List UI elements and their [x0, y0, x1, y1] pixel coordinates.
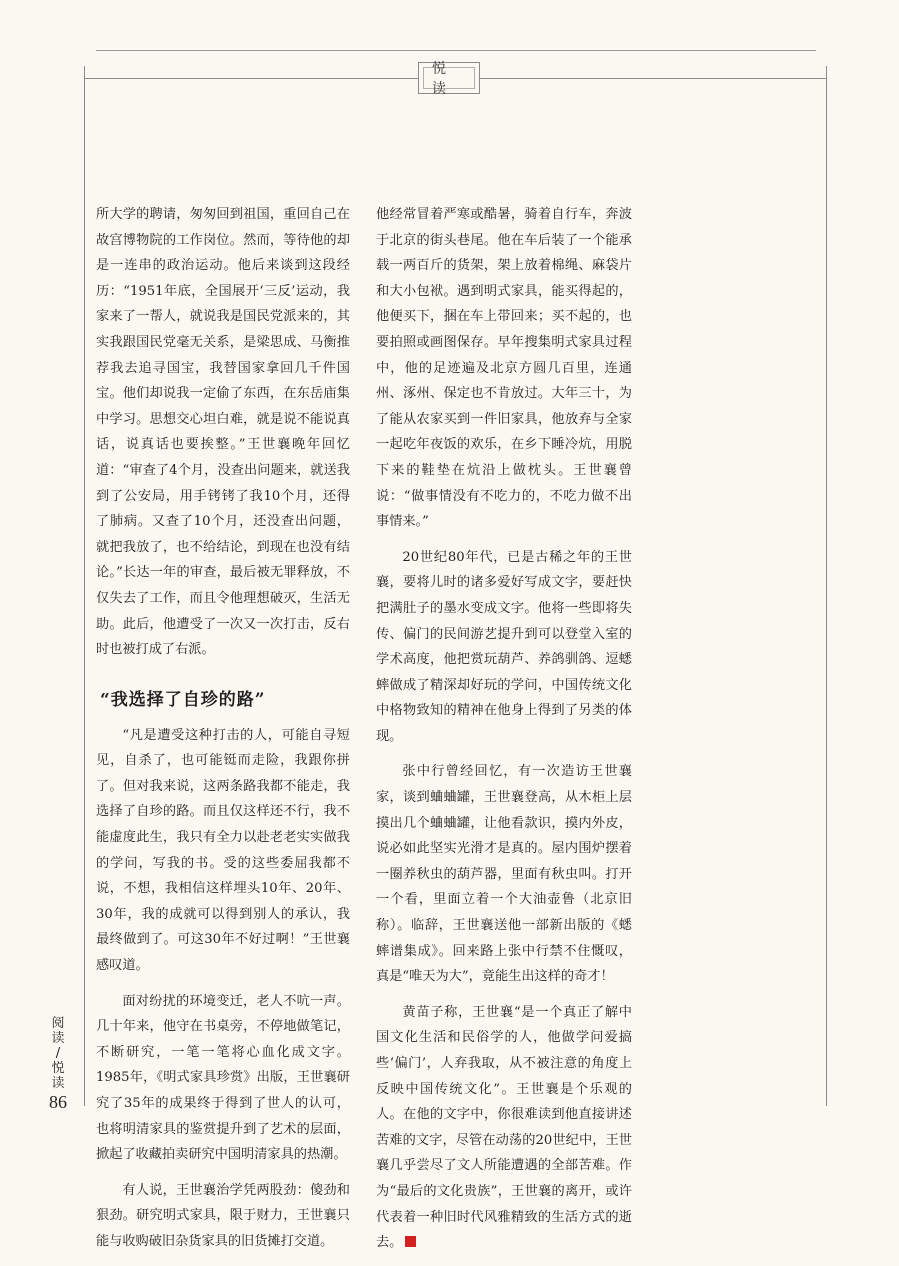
page-folio	[38, 1016, 78, 1110]
paragraph: 面对纷扰的环境变迁，老人不吭一声。几十年来，他守在书桌旁，不停地做笔记，不断研究，一笔一笔将心血化成文字。1985年，《明式家具珍赏》出版，王世襄研究了35年的成果终于得到了世人的认可，也将明清家具的鉴赏提升到了艺术的层面，掀起了收藏拍卖研究中国明清家具的热潮。	[96, 993, 350, 1163]
magazine-name-char: 读	[51, 1076, 65, 1091]
header-rule-right	[480, 78, 826, 79]
paragraph: 他经常冒着严寒或酷暑，骑着自行车，奔波于北京的街头巷尾。他在车后装了一个能承载一两百斤的货架，架上放着棉绳、麻袋片和大小包袱。遇到明式家具，能买得起的，他便买下，捆在车上带回来；买不起的，也要拍照或画图保存。早年搜集明式家具过程中，他的足迹遍及北京方圆几百里，连通州、涿州、保定也不肯放过。大年三十，为了能从农家买到一件旧家具，他放弃与全家一起吃年夜饭的欢乐，在乡下睡冷炕，用脱下来的鞋垫在炕沿上做枕头。王世襄曾说：“做事情没有不吃力的，不吃力做不出事情来。”	[376, 207, 632, 530]
left-column	[96, 202, 350, 1265]
section-heading: “我选择了自珍的路”	[100, 689, 266, 710]
section-seal	[418, 61, 480, 97]
paragraph	[376, 1000, 632, 1256]
magazine-name-char: 阅	[51, 1016, 65, 1031]
right-column	[376, 202, 632, 1266]
paragraph-text: 黄苗子称，王世襄“是一个真正了解中国文化生活和民俗学的人，他做学问爱搞些‘偏门’，人弃我取，从不被注意的角度上反映中国传统文化”。王世襄是个乐观的人。在他的文字中，你很难读到他直接讲述苦难的文字，尽管在动荡的20世纪中，王世襄几乎尝尽了文人所能遭遇的全部苦难。作为“最后的文化贵族”，王世襄的离开，或许代表着一种旧时代风雅精致的生活方式的逝去。	[376, 1004, 632, 1251]
magazine-name-char: 悦	[51, 1061, 65, 1076]
magazine-name-slash: /	[55, 1046, 61, 1061]
top-rule	[96, 50, 816, 51]
paragraph: 所大学的聘请，匆匆回到祖国，重回自己在故宫博物院的工作岗位。然而，等待他的却是一连串的政治运动。他后来谈到这段经历：“1951年底，全国展开‘三反’运动，我家来了一帮人，就说我是国民党派来的，其实我跟国民党毫无关系，是梁思成、马衡推荐我去追寻国宝，我替国家拿回几千件国宝。他们却说我一定偷了东西，在东岳庙集中学习。思想交心坦白难，就是说不能说真话，说真话也要挨整。”王世襄晚年回忆道：“审查了4个月，没查出问题来，就送我到了公安局，用手铐铐了我10个月，还得了肺病。又查了10个月，还没查出问题，就把我放了，也不给结论，到现在也没有结论。”长达一年的审查，最后被无罪释放，不仅失去了工作，而且令他理想破灭，生活无助。此后，他遭受了一次又一次打击，反右时也被打成了右派。	[96, 207, 350, 658]
left-margin-rule	[84, 66, 85, 1106]
paragraph: 20世纪80年代，已是古稀之年的王世襄，要将儿时的诸多爱好写成文字，要赶快把满肚子的墨水变成文字。他将一些即将失传、偏门的民间游艺提升到可以登堂入室的学术高度，他把赏玩葫芦、养鸽驯鸽、逗蟋蟀做成了精深却好玩的学问，中国传统文化中格物致知的精神在他身上得到了另类的体现。	[376, 549, 632, 744]
header-rule-left	[84, 78, 418, 79]
section-label: 悦 读	[423, 67, 475, 89]
magazine-name-char: 读	[51, 1031, 65, 1046]
paragraph: 张中行曾经回忆，有一次造访王世襄家，谈到蛐蛐罐，王世襄登高，从木柜上层摸出几个蛐蛐罐，让他看款识，摸内外皮，说必如此坚实光滑才是真的。屋内围炉摆着一圈养秋虫的葫芦器，里面有秋虫叫。打开一个看，里面立着一个大油壶鲁（北京旧称）。临辞，王世襄送他一部新出版的《蟋蟀谱集成》。回来路上张中行禁不住慨叹，真是“唯天为大”，竟能生出这样的奇才！	[376, 764, 632, 985]
page-number: 86	[49, 1092, 67, 1112]
right-margin-rule	[826, 66, 827, 1106]
paragraph: “凡是遭受这种打击的人，可能自寻短见，自杀了，也可能铤而走险，我跟你拼了。但对我来说，这两条路我都不能走，我选择了自珍的路。而且仅这样还不行，我不能虚度此生，我只有全力以赴老老实实做我的学问，写我的书。受的这些委屈我都不说，不想，我相信这样埋头10年、20年、30年，我的成就可以得到别人的承认，我最终做到了。可这30年不好过啊！”王世襄感叹道。	[96, 727, 350, 974]
paragraph: 有人说，王世襄治学凭两股劲：傻劲和狠劲。研究明式家具，限于财力，王世襄只能与收购破旧杂货家具的旧货摊打交道。	[96, 1182, 350, 1249]
end-mark-icon	[405, 1236, 416, 1247]
